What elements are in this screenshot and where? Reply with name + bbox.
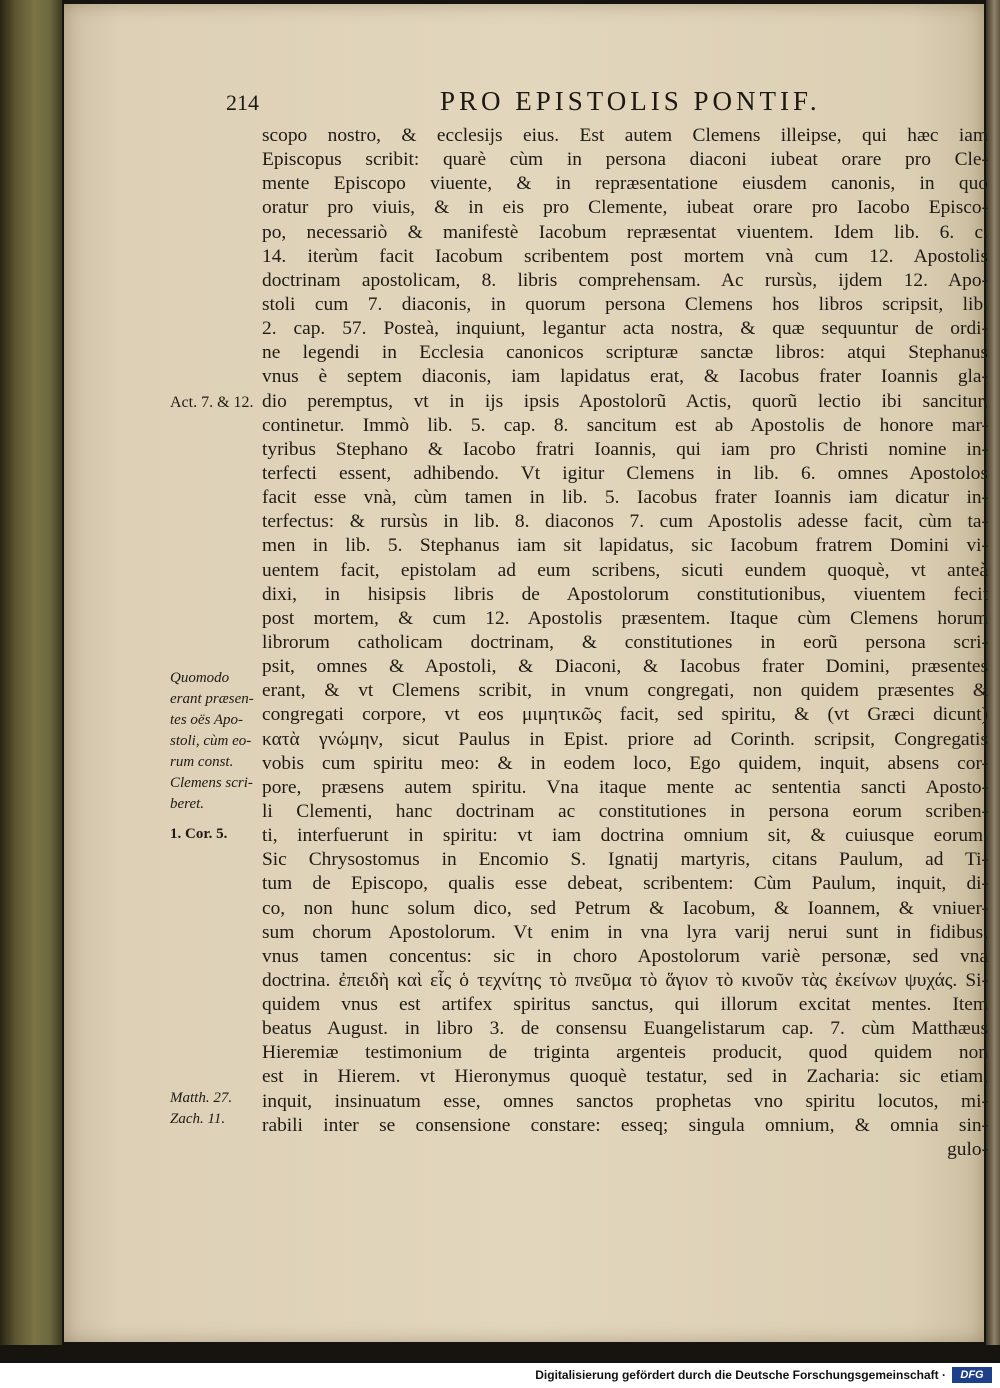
text-line: post mortem, & cum 12. Apostolis præsentem. Itaque cùm Clemens horum [262,607,988,629]
text-line: po, necessariò & manifestè Iacobum repræsentat viuentem. Idem lib. 6. c. [262,221,988,243]
book-cover-edge [0,0,62,1345]
text-line: terfecti essent, adhibendo. Vt igitur Clemens in lib. 6. omnes Apostolos [262,462,988,484]
dfg-logo: DFG [952,1367,992,1383]
text-line: rabili inter se consensione constare: esseq; singula omnium, & omnia sin- [262,1114,988,1136]
footer-bar [0,1363,1000,1388]
text-line: vnus è septem diaconis, iam lapidatus erat, & Iacobus frater Ioannis gla- [262,366,988,388]
text-line: κατὰ γνώμην, sicut Paulus in Epist. priore ad Corinth. scripsit, Congregatis [262,728,988,750]
footer-credit: Digitalisierung gefördert durch die Deutsche Forschungsgemeinschaft · [535,1368,946,1382]
margin-note-line: Zach. 11. [170,1111,226,1127]
text-line: terfectus: & rursùs in lib. 8. diaconos 7. cum Apostolis adesse facit, cùm ta- [262,511,988,533]
text-line: congregati corpore, vt eos μιμητικῶς facit, sed spiritu, & (vt Græci dicunt) [262,704,988,726]
book-page-edge [986,0,1000,1345]
text-line: oratur pro viuis, & in eis pro Clemente, iubeat orare pro Iacobo Episco- [262,197,988,219]
margin-note-corinthians: 1. Cor. 5. [170,826,228,842]
text-line: inquit, insinuatum esse, omnes sanctos prophetas vno spiritu locutos, mi- [262,1090,988,1112]
text-line: doctrinam apostolicam, 8. libris comprehensam. Ac rursùs, ijdem 12. Apo- [262,269,988,291]
margin-note-line: stoli, cùm eo- [170,733,252,749]
text-line: gulo- [947,1138,988,1160]
margin-note-acts: Act. 7. & 12. [170,394,254,411]
text-line: vobis cum spiritu meo: & in eodem loco, Ego quidem, inquit, absens cor- [262,752,988,774]
text-line: Episcopus scribit: quarè cùm in persona diaconi iubeat orare pro Cle- [262,149,988,171]
text-line: pore, præsens autem spiritu. Vna itaque mente ac sententia sancti Aposto- [262,776,988,798]
running-title: PRO EPISTOLIS PONTIF. [440,86,821,116]
margin-note-line: beret. [170,796,205,812]
text-line: uentem facit, epistolam ad eum scribens, sicuti eundem quoquè, vt anteà [262,559,988,581]
text-line: vnus tamen concentus: sic in choro Apostolorum variè personæ, sed vna [262,945,988,967]
text-line: librorum catholicam doctrinam, & constitutiones in eorũ persona scri- [262,631,988,653]
text-line: tum de Episcopo, qualis esse debeat, scribentem: Cùm Paulum, inquit, di- [262,873,988,895]
text-line: Sic Chrysostomus in Encomio S. Ignatij martyris, citans Paulum, ad Ti- [262,849,988,871]
text-line: ne legendi in Ecclesia canonicos scripturæ sanctæ libros: atqui Stephanus [262,342,988,364]
text-line: stoli cum 7. diaconis, in quorum persona Clemens hos libros scripsit, lib. [262,293,988,315]
body-text [262,124,988,1162]
text-line: scopo nostro, & ecclesijs eius. Est autem Clemens illeipse, qui hæc iam [262,125,988,146]
text-line: dio peremptus, vt in ijs ipsis Apostolorũ Actis, quorũ lectio ibi sancitur, [262,390,988,412]
text-line: psit, omnes & Apostoli, & Diaconi, & Iacobus frater Domini, præsentes [262,656,988,678]
text-line: mente Episcopo viuente, & in repræsentatione eiusdem canonis, in quo [262,173,988,195]
text-line: doctrina. ἐπειδὴ καὶ εἷς ὁ τεχνίτης τὸ πνεῦμα τὸ ἅγιον τὸ κινοῦν τὰς ἐκείνων ψυχάς. Si- [262,969,988,991]
text-line: 2. cap. 57. Posteà, inquiunt, legantur acta nostra, & quæ sequuntur de ordi- [262,318,988,340]
page-number: 214 [226,90,259,115]
text-line: quidem vnus est artifex spiritus sanctus, qui illorum excitat mentes. Item [262,994,988,1016]
margin-note-quomodo [170,668,254,815]
text-line: dixi, in hisipsis libris de Apostolorum constitutionibus, viuentem fecit [262,583,988,605]
text-line: erant, & vt Clemens scribit, in vnum congregati, non quidem præsentes & [262,680,988,702]
text-line: men in lib. 5. Stephanus iam sit lapidatus, sic Iacobum fratrem Domini vi- [262,535,988,557]
margin-note-line: erant præsen- [170,691,254,707]
text-line: sum chorum Apostolorum. Vt enim in vna lyra varij nerui sunt in fidibus, [262,921,988,943]
text-line: co, non hunc solum dico, sed Petrum & Iacobum, & Ioannem, & vniuer- [262,897,988,919]
margin-note-line: Clemens scri- [170,775,253,791]
margin-note-line: Quomodo [170,670,230,686]
text-line: tyribus Stephano & Iacobo fratri Ioannis, qui iam pro Christi nomine in- [262,438,988,460]
text-line: facit esse vnà, cùm tamen in lib. 5. Iacobus frater Ioannis iam dicatur in- [262,487,988,509]
margin-note-line: tes oës Apo- [170,712,244,728]
margin-note-matthew [170,1088,232,1130]
text-line: Hieremiæ testimonium de triginta argenteis producit, quod quidem non [262,1042,988,1064]
margin-note-line: rum const. [170,754,234,770]
text-line: continetur. Immò lib. 5. cap. 8. sancitum est ab Apostolis de honore mar- [262,414,988,436]
text-line: li Clementi, hanc doctrinam ac constitutiones in persona eorum scriben- [262,800,988,822]
text-line: 14. iterùm facit Iacobum scribentem post mortem vnà cum 12. Apostolis [262,245,988,267]
text-line: beatus August. in libro 3. de consensu Euangelistarum cap. 7. cùm Matthæus [262,1018,988,1040]
text-line: est in Hierem. vt Hieronymus quoquè testatur, sed in Zacharia: sic etiam, [262,1066,988,1088]
margin-note-line: Matth. 27. [170,1090,233,1106]
text-line: ti, interfuerunt in spiritu: vt iam doctrina omnium sit, & cuiusque eorum. [262,825,988,847]
